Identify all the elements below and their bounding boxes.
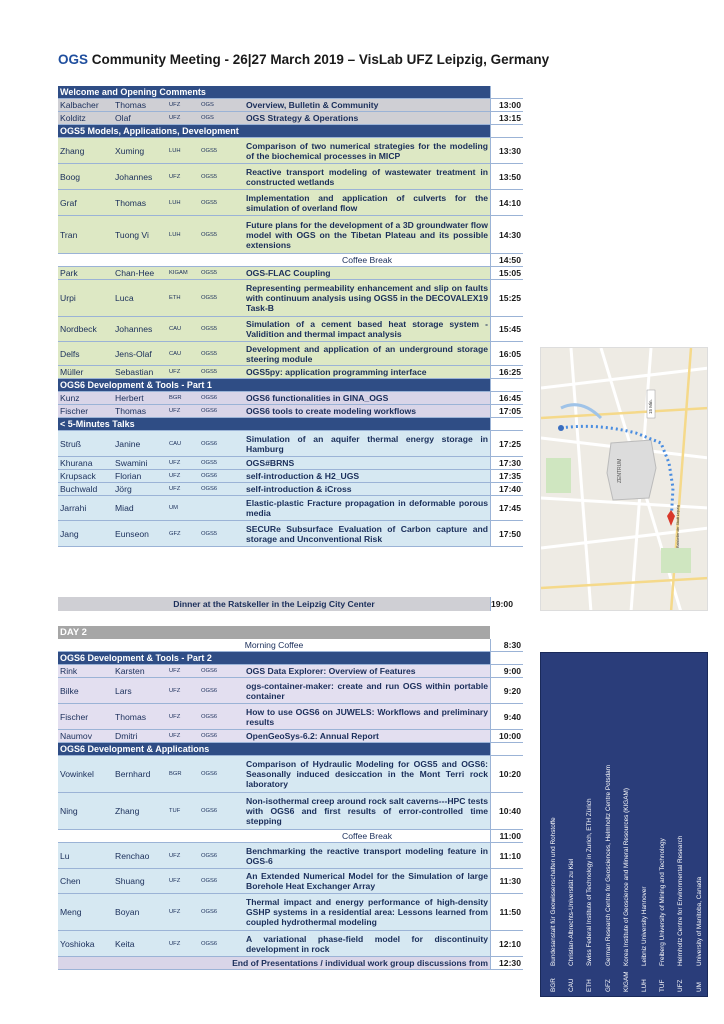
schedule-row (58, 366, 523, 379)
talk-time: 17:05 (490, 405, 523, 417)
institution-code (169, 254, 201, 266)
dinner-time: 19:00 (490, 597, 523, 611)
code-version: OGS6 (201, 931, 244, 956)
speaker-first-name (115, 254, 169, 266)
talk-title: self-introduction & iCross (244, 483, 490, 495)
section-title: Welcome and Opening Comments (58, 86, 490, 98)
institution-code: UFZ (169, 869, 201, 893)
speaker-first-name: Jörg (115, 483, 169, 495)
legend-entry (600, 655, 614, 992)
speaker-last-name: Chen (58, 869, 115, 893)
legend-abbr: KIGAM (622, 971, 630, 992)
talk-time: 12:10 (490, 931, 523, 956)
institution-code: KIGAM (169, 267, 201, 279)
talk-time: 12:30 (490, 957, 523, 969)
code-version: OGS5 (201, 342, 244, 365)
institution-code: TUF (169, 793, 201, 829)
speaker-first-name: Johannes (115, 164, 169, 189)
speaker-last-name: Müller (58, 366, 115, 378)
speaker-first-name: Xuming (115, 138, 169, 163)
code-version: OGS6 (201, 843, 244, 868)
institution-code: UFZ (169, 470, 201, 482)
talk-title: A variational phase-field model for discontinuity development in rock (244, 931, 490, 956)
speaker-first-name (115, 830, 169, 842)
code-version (201, 496, 244, 520)
speaker-last-name: Fischer (58, 405, 115, 417)
talk-time: 11:10 (490, 843, 523, 868)
institution-code: UFZ (169, 678, 201, 703)
legend-abbr: CAU (568, 978, 576, 992)
schedule-row (58, 793, 523, 830)
section-title: OGS6 Development & Applications (58, 743, 490, 755)
legend-text (641, 655, 648, 992)
schedule-row (58, 869, 523, 894)
section-time-cell (490, 418, 523, 430)
schedule-row (58, 470, 523, 483)
legend-name: University of Manitoba, Canada (695, 876, 703, 966)
legend-name: German Research Centre for Geosciences, Helmholtz Centre Potsdam (604, 764, 612, 966)
speaker-first-name: Olaf (115, 112, 169, 124)
talk-time: 11:00 (490, 830, 523, 842)
speaker-last-name: Yoshioka (58, 931, 115, 956)
talk-time: 13:00 (490, 99, 523, 111)
speaker-last-name: Naumov (58, 730, 115, 742)
institution-code (169, 830, 201, 842)
code-version: OGS (201, 112, 244, 124)
speaker-first-name: Luca (115, 280, 169, 316)
dinner-row (58, 597, 523, 611)
speaker-last-name (58, 254, 115, 266)
code-version: OGS5 (201, 267, 244, 279)
schedule-row (58, 843, 523, 869)
section-title: OGS5 Models, Applications, Development (58, 125, 490, 137)
speaker-first-name: Thomas (115, 704, 169, 729)
institution-code: LUH (169, 190, 201, 215)
day2-header: DAY 2 (58, 626, 490, 639)
legend-text (659, 655, 666, 992)
schedule-row (58, 342, 523, 366)
talk-title: Benchmarking the reactive transport modeling feature in OGS-6 (244, 843, 490, 868)
legend-text (550, 655, 557, 992)
talk-time: 14:50 (490, 254, 523, 266)
legend-abbr: ETH (586, 979, 594, 992)
talk-time: 17:50 (490, 521, 523, 546)
title-brand: OGS (58, 52, 89, 67)
map-walk-label: 15 Min. (648, 399, 653, 414)
speaker-last-name: Nordbeck (58, 317, 115, 341)
speaker-first-name: Florian (115, 470, 169, 482)
institution-code: UFZ (169, 112, 201, 124)
schedule-row (58, 521, 523, 547)
talk-time: 9:20 (490, 678, 523, 703)
talk-title: OGS6 functionalities in GINA_OGS (244, 392, 490, 404)
speaker-first-name: Keita (115, 931, 169, 956)
institution-code: UFZ (169, 457, 201, 469)
talk-time: 16:05 (490, 342, 523, 365)
speaker-last-name: Delfs (58, 342, 115, 365)
legend-name: Swiss Federal Institute of Technology in Zurich, ETH Zürich (586, 798, 594, 966)
schedule-row (58, 483, 523, 496)
institution-code: GFZ (169, 521, 201, 546)
section-header (58, 125, 523, 138)
legend-text (605, 655, 612, 992)
speaker-last-name: Buchwald (58, 483, 115, 495)
institution-code: CAU (169, 317, 201, 341)
speaker-last-name: Meng (58, 894, 115, 930)
speaker-last-name: Tran (58, 216, 115, 253)
legend-entry (654, 655, 668, 992)
schedule-row (58, 112, 523, 125)
speaker-first-name: Eunseon (115, 521, 169, 546)
code-version: OGS6 (201, 704, 244, 729)
talk-time: 10:00 (490, 730, 523, 742)
map-ratskeller-label: Ratskeller der Stadt Leipzig (676, 505, 680, 548)
speaker-first-name: Thomas (115, 405, 169, 417)
day2-schedule (58, 626, 523, 970)
code-version: OGS6 (201, 869, 244, 893)
schedule-row (58, 254, 523, 267)
code-version: OGS5 (201, 457, 244, 469)
institution-code: UFZ (169, 483, 201, 495)
legend-text (623, 655, 630, 992)
legend-abbr: BGR (550, 978, 557, 992)
talk-title: OGS Data Explorer: Overview of Features (244, 665, 490, 677)
speaker-first-name: Johannes (115, 317, 169, 341)
speaker-first-name: Sebastian (115, 366, 169, 378)
section-header (58, 86, 523, 99)
code-version: OGS5 (201, 190, 244, 215)
institution-code: UFZ (169, 405, 201, 417)
talk-time: 16:25 (490, 366, 523, 378)
institution-code: UFZ (169, 665, 201, 677)
talk-title: End of Presentations / individual work group discussions from (58, 957, 490, 969)
institution-code: LUH (169, 138, 201, 163)
code-version: OGS5 (201, 216, 244, 253)
code-version: OGS6 (201, 894, 244, 930)
talk-time: 14:10 (490, 190, 523, 215)
schedule-row (58, 392, 523, 405)
speaker-first-name: Jens-Olaf (115, 342, 169, 365)
talk-title: Coffee Break (244, 254, 490, 266)
legend-name: Korea Institute of Geoscience and Mineral Resources (KIGAM) (622, 788, 630, 966)
speaker-first-name: Herbert (115, 392, 169, 404)
schedule-row (58, 730, 523, 743)
map-zentrum-label: ZENTRUM (617, 458, 623, 483)
speaker-first-name: Miad (115, 496, 169, 520)
code-version: OGS5 (201, 317, 244, 341)
speaker-last-name: Lu (58, 843, 115, 868)
speaker-last-name: Ning (58, 793, 115, 829)
day1-schedule (58, 86, 523, 547)
talk-title: OGS#BRNS (244, 457, 490, 469)
institution-code: UFZ (169, 931, 201, 956)
code-version: OGS (201, 99, 244, 111)
speaker-first-name: Boyan (115, 894, 169, 930)
schedule-row (58, 457, 523, 470)
talk-time: 15:05 (490, 267, 523, 279)
legend-abbr: UFZ (677, 979, 685, 992)
talk-title: OpenGeoSys-6.2: Annual Report (244, 730, 490, 742)
code-version: OGS6 (201, 431, 244, 456)
speaker-first-name: Thomas (115, 99, 169, 111)
institution-code: LUH (169, 216, 201, 253)
schedule-row (58, 267, 523, 280)
institution-code: UFZ (169, 894, 201, 930)
talk-time: 15:25 (490, 280, 523, 316)
legend-text (586, 655, 593, 992)
code-version: OGS6 (201, 756, 244, 792)
speaker-last-name: Kunz (58, 392, 115, 404)
schedule-row (58, 280, 523, 317)
speaker-last-name: Vowinkel (58, 756, 115, 792)
section-header (58, 379, 523, 392)
talk-time: 9:40 (490, 704, 523, 729)
talk-time: 13:15 (490, 112, 523, 124)
code-version: OGS6 (201, 470, 244, 482)
speaker-first-name: Tuong Vi (115, 216, 169, 253)
talk-title: ogs-container-maker: create and run OGS within portable container (244, 678, 490, 703)
schedule-row (58, 496, 523, 521)
talk-title: Development and application of an underground storage steering module (246, 343, 488, 364)
city-map (540, 347, 708, 611)
talk-time: 15:45 (490, 317, 523, 341)
legend-text (568, 655, 575, 992)
code-version: OGS5 (201, 164, 244, 189)
schedule-row (58, 190, 523, 216)
speaker-last-name: Urpi (58, 280, 115, 316)
talk-time: 9:00 (490, 665, 523, 677)
code-version: OGS5 (201, 280, 244, 316)
institution-code: UFZ (169, 843, 201, 868)
talk-time: 17:45 (490, 496, 523, 520)
talk-title: Comparison of two numerical strategies for the modeling of the biochemical processes in MICP (244, 138, 490, 163)
talk-time: 10:20 (490, 756, 523, 792)
section-header (58, 652, 523, 665)
section-header (58, 418, 523, 431)
talk-time: 10:40 (490, 793, 523, 829)
talk-title: Reactive transport modeling of wastewater treatment in constructed wetlands (244, 164, 490, 189)
section-time-cell (490, 125, 523, 137)
institution-code: UFZ (169, 704, 201, 729)
section-time-cell (490, 652, 523, 664)
speaker-last-name: Krupsack (58, 470, 115, 482)
institution-code: BGR (169, 756, 201, 792)
code-version: OGS5 (201, 521, 244, 546)
speaker-first-name: Janine (115, 431, 169, 456)
talk-title: Representing permeability enhancement and slip on faults with continuum analysis using OGS5 in the DECOVALEX19 Task-B (244, 280, 490, 316)
legend-name: Bundesanstalt für Geowissenschaften und Rohstoffe (550, 817, 557, 966)
speaker-first-name: Karsten (115, 665, 169, 677)
talk-time: 16:45 (490, 392, 523, 404)
talk-title: self-introduction & H2_UGS (244, 470, 490, 482)
map-graphic (541, 348, 708, 611)
speaker-last-name: Fischer (58, 704, 115, 729)
legend-abbr: UM (695, 982, 703, 992)
institution-code: BGR (169, 392, 201, 404)
schedule-row (58, 678, 523, 704)
legend-abbr: LUH (641, 979, 648, 992)
code-version: OGS5 (201, 138, 244, 163)
legend-entry (691, 655, 705, 992)
section-header (58, 743, 523, 756)
talk-time: 13:50 (490, 164, 523, 189)
legend-name: Christian-Albrechts-Universität zu Kiel (568, 858, 576, 966)
speaker-first-name: Thomas (115, 190, 169, 215)
code-version: OGS6 (201, 392, 244, 404)
speaker-last-name: Jang (58, 521, 115, 546)
institution-code: UM (169, 496, 201, 520)
legend-entry (581, 655, 595, 992)
schedule-row (58, 216, 523, 254)
legend-name: Leibniz University Hannover (641, 886, 648, 966)
schedule-row (58, 704, 523, 730)
schedule-row (58, 894, 523, 931)
talk-title: Non-isothermal creep around rock salt caverns---HPC tests with OGS6 and first results of error-controlled time stepping (244, 793, 490, 829)
talk-title: OGS5py: application programming interface (244, 366, 490, 378)
talk-title: Simulation of an aquifer thermal energy storage in Hamburg (244, 431, 490, 456)
institution-code: CAU (169, 431, 201, 456)
talk-time: 17:40 (490, 483, 523, 495)
talk-title: SECURe Subsurface Evaluation of Carbon capture and storage and Unconventional Risk (244, 521, 490, 546)
institution-code: UFZ (169, 164, 201, 189)
legend-abbr: TUF (659, 979, 667, 992)
speaker-last-name: Bilke (58, 678, 115, 703)
legend-name: Helmholtz Centre for Environmental Research (677, 835, 685, 966)
talk-title: Future plans for the development of a 3D groundwater flow model with OGS on the Tibetan Plateau and its possible extensions (244, 216, 490, 253)
talk-title: An Extended Numerical Model for the Simulation of large Borehole Heat Exchanger Array (246, 871, 488, 891)
code-version: OGS6 (201, 405, 244, 417)
speaker-last-name: Boog (58, 164, 115, 189)
legend-entry (672, 655, 686, 992)
talk-time: 14:30 (490, 216, 523, 253)
institution-code: UFZ (169, 366, 201, 378)
talk-title: Overview, Bulletin & Community (244, 99, 490, 111)
talk-title: Coffee Break (244, 830, 490, 842)
talk-time: 8:30 (490, 639, 523, 651)
code-version: OGS5 (201, 366, 244, 378)
speaker-last-name: Zhang (58, 138, 115, 163)
legend-text (677, 655, 684, 992)
speaker-first-name: Zhang (115, 793, 169, 829)
speaker-first-name: Bernhard (115, 756, 169, 792)
talk-time: 17:25 (490, 431, 523, 456)
talk-title: Implementation and application of culverts for the simulation of overland flow (244, 190, 490, 215)
talk-title: Morning Coffee (58, 639, 490, 651)
speaker-first-name: Shuang (115, 869, 169, 893)
section-title: < 5-Minutes Talks (58, 418, 490, 430)
section-time-cell (490, 743, 523, 755)
speaker-last-name: Park (58, 267, 115, 279)
talk-time: 17:30 (490, 457, 523, 469)
dinner-label: Dinner at the Ratskeller in the Leipzig City Center (58, 597, 490, 611)
legend-entry (563, 655, 577, 992)
section-time-cell (490, 379, 523, 391)
talk-title: Simulation of a cement based heat storage system - Validition and thermal impact analysis (246, 319, 488, 339)
schedule-row (58, 931, 523, 957)
code-version (201, 830, 244, 842)
code-version: OGS6 (201, 678, 244, 703)
section-title: OGS6 Development & Tools - Part 1 (58, 379, 490, 391)
talk-title: OGS6 tools to create modeling workflows (244, 405, 490, 417)
schedule-row (58, 317, 523, 342)
speaker-last-name: Kalbacher (58, 99, 115, 111)
institution-code: UFZ (169, 99, 201, 111)
institution-code: UFZ (169, 730, 201, 742)
schedule-row (58, 665, 523, 678)
schedule-row (58, 138, 523, 164)
speaker-last-name (58, 830, 115, 842)
talk-time: 13:30 (490, 138, 523, 163)
section-title: OGS6 Development & Tools - Part 2 (58, 652, 490, 664)
speaker-first-name: Renchao (115, 843, 169, 868)
talk-title: OGS Strategy & Operations (244, 112, 490, 124)
schedule-row (58, 164, 523, 190)
talk-title: How to use OGS6 on JUWELS: Workflows and preliminary results (244, 704, 490, 729)
schedule-row (58, 957, 523, 970)
schedule-row (58, 830, 523, 843)
code-version: OGS6 (201, 793, 244, 829)
code-version: OGS6 (201, 665, 244, 677)
institution-code: ETH (169, 280, 201, 316)
speaker-last-name: Graf (58, 190, 115, 215)
schedule-row (58, 431, 523, 457)
speaker-first-name: Chan-Hee (115, 267, 169, 279)
speaker-last-name: Rink (58, 665, 115, 677)
talk-title: OGS-FLAC Coupling (244, 267, 490, 279)
code-version: OGS6 (201, 483, 244, 495)
legend-text (696, 655, 703, 992)
schedule-row (58, 639, 523, 652)
speaker-last-name: Struß (58, 431, 115, 456)
legend-abbr: GFZ (604, 979, 612, 992)
title-rest: Community Meeting - 26|27 March 2019 – VisLab UFZ Leipzig, Germany (88, 52, 550, 67)
talk-time: 17:35 (490, 470, 523, 482)
schedule-row (58, 99, 523, 112)
page-title (58, 52, 549, 67)
legend-entry (636, 655, 650, 992)
talk-title: Elastic-plastic Fracture propagation in deformable porous media (246, 498, 488, 518)
speaker-first-name: Dmitri (115, 730, 169, 742)
legend-name: Freiberg University of Mining and Technology (659, 838, 667, 966)
speaker-last-name: Jarrahi (58, 496, 115, 520)
legend-entry (545, 655, 559, 992)
speaker-last-name: Khurana (58, 457, 115, 469)
schedule-row (58, 405, 523, 418)
speaker-first-name: Swamini (115, 457, 169, 469)
institution-legend (540, 652, 708, 997)
institution-code: CAU (169, 342, 201, 365)
schedule-row (58, 756, 523, 793)
talk-title: Comparison of Hydraulic Modeling for OGS5 and OGS6: Seasonally induced desiccation in the Mont Terri rock laboratory (244, 756, 490, 792)
speaker-first-name: Lars (115, 678, 169, 703)
speaker-last-name: Kolditz (58, 112, 115, 124)
legend-entry (618, 655, 632, 992)
code-version (201, 254, 244, 266)
talk-title: Thermal impact and energy performance of high-density GSHP systems in a residential area: Lessons learned from coupled hydrothermal modeling (244, 894, 490, 930)
section-time-cell (490, 86, 523, 98)
talk-time: 11:30 (490, 869, 523, 893)
talk-time: 11:50 (490, 894, 523, 930)
code-version: OGS6 (201, 730, 244, 742)
